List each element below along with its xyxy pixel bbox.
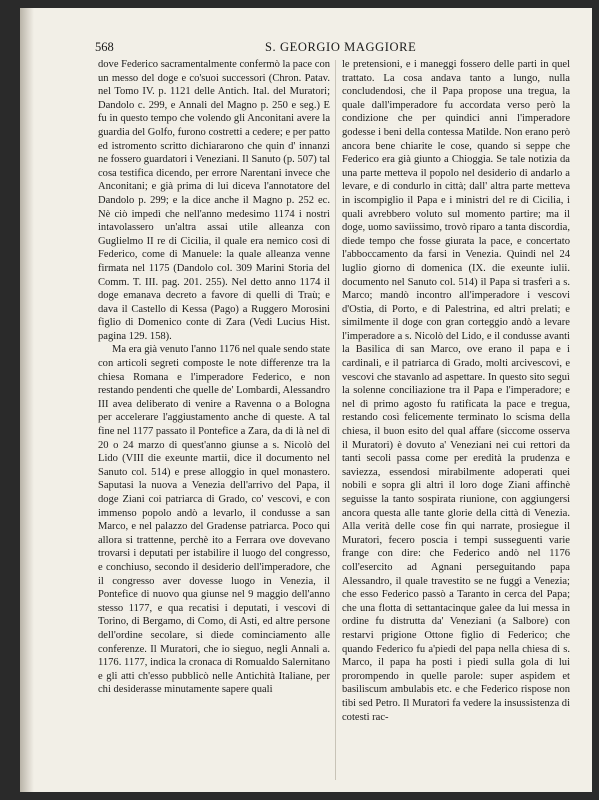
page-gutter-shadow: [20, 8, 34, 792]
left-paragraph-1: dove Federico sacramentalmente confermò la pace con un messo del doge e co'suoi successori (Chron. Patav. nel Tomo IV. p. 1121 delle Antich. Ital. del Muratori; Dandolo c. 299, e Annali del Magno p. 250 e seg.) E fu in questo tempo che volendo gli Anconitani avere la guardia del Golfo, furono costretti a cedere; e per patto ed istromento scritto dichiararono che quin d' innanzi ne fossero guardatori i Veneziani. Il Sanuto (p. 507) tal cosa testifica dicendo, per errore Narentani invece che Anconitani; e già prima di lui diceva l'annotatore del Dandolo p. 299; e la dice anche il Magno p. 252 ec. Nè ciò impedì che nell'anno medesimo 1174 i nostri intavolassero un'altra assai utile alleanza con Guglielmo II re di Cicilia, il quale era nemico così di Federico, come di Manuele: la quale alleanza venne firmata nel 1175 (Dandolo col. 309 Marini Storia del Comm. T. III. pag. 201. 255). Nel detto anno 1174 il doge emanava decreto a favore di quelli di Traù; e dava il Castello di Kessa (Pago) a Ruggero Morosini figlio di Domenico conte di Zara (Vedi Lucius Hist. pagina 129. 158).: [98, 59, 330, 342]
running-title: S. GEORGIO MAGGIORE: [265, 40, 417, 54]
left-column: [98, 58, 330, 786]
right-column: [342, 58, 570, 786]
column-divider: [335, 60, 336, 780]
page-number: 568: [95, 40, 114, 54]
running-header: [95, 40, 565, 56]
right-paragraph-1: le pretensioni, e i maneggi fossero delle parti in quel trattato. La cosa andava tanto a lungo, nulla concludendosi, che il Papa propose una tregua, la quale dall'imperadore fu accordata verso però la condizione che per quindici anni l'imperadore godesse i beni della contessa Matilde. Non erano però ancora bene chiarite le cose, quando si seppe che Federico era già giunto a Chioggia. Se tale notizia da una parte metteva il popolo nel desiderio di andarlo a levare, e di condurlo in città; dall' altra parte metteva in iscompiglio il Papa e i ministri del re di Cicilia, i quali avrebbero voluto sul momento partire; ma il doge, uomo saviissimo, trovò riparo a tanta discordia, diede tempo che fosse giurata la pace, e concertato l'abboccamento da farsi in Venezia. Quindi nel 24 luglio giorno di domenica (IX. die exeunte iulii. documento nel Sanuto col. 514) il Papa si trasferì a s. Marco; mandò incontro all'imperadore i vescovi d'Ostia, di Porto, e di Palestrina, ed altri prelati; e similmente il doge con gran corteggio andò a levare l'imperadore a s. Nicolò del Lido, e il condusse avanti la Basilica di san Marco, ove erano il papa e i cardinali, e il patriarca di Grado, molti arcivescovi, e vescovi che stavanlo ad aspettare. In questo sito seguì la solenne conciliazione tra il Papa e l'imperadore; e nel dì primo agosto fu ratificata la pace e tregua, restando così felicemente terminato lo scisma della chiesa, il buon esito del qual affare (siccome osserva il Muratori) è dovuto a' Veneziani nei cui rettori da tanti secoli passa come per eredità la prudenza e saviezza, essendosi mirabilmente adoperati quei nobili e sopra gli altri il loro doge Ziani affinchè seguisse la tanto sospirata riunione, con aggiungersi ancora questa alle tante glorie della città di Venezia. Alla verità delle cose fin qui narrate, prosiegue il Muratori, fecero poscia i tempi susseguenti varie frange con dire: che Federico andò nel 1176 coll'esercito ad Agnani perseguitando papa Alessandro, il quale travestito se ne fuggì a Venezia; che esso Federico passò a Taranto in cerca del Papa; che una flotta di settantacinque galee da lui messa in ordine fu distrutta da' Veneziani (a Salbore) con restarvi prigione Ottone figlio di Federico; che quando Federico fu a'piedi del papa nella chiesa di s. Marco, il papa ha posti i piedi sulla gola di lui prorompendo in quelle parole: super aspidem et basiliscum ambulabis etc. e che Federico rispose non tibi sed Petro. Il Muratori fa vedere la insussistenza di cotesti rac-: [342, 59, 570, 723]
left-paragraph-2: Ma era già venuto l'anno 1176 nel quale sendo state con articoli segreti composte le note differenze tra la chiesa Romana e l'imperadore Federico, e non restando pendenti che quelle de' Lombardi, Alessandro III avea deliberato di venire a Ravenna o a Bologna per accelerare l'aggiustamento anche di queste. A tal fine nel 1177 passato il Pontefice a Zara, da di là nel dì 20 o 24 marzo di quest'anno giunse a s. Nicolò del Lido (VIII die exeunte martii, dice il documento nel Sanuto col. 514) e prese alloggio in quel monastero. Saputasi la nuova a Venezia dell'arrivo del Papa, il doge Ziani coi patriarca di Grado, co' vescovi, e con immenso popolo andò a levarlo, il condusse a san Marco, e nel palazzo del Gradense patriarca. Poco qui allora si trattenne, perchè ito a Ferrara ove dovevano trovarsi i deputati per istabilire il luogo del congresso, e conchiuso, secondo il desiderio dell'imperadore, che il congresso aver dovesse luogo in Venezia, il Pontefice di nuovo qua giunse nel 9 maggio dell'anno stesso 1177, e qua recatisi i deputati, i vescovi di Torino, di Bergamo, di Como, di Asti, ed altre persone dell'ordine secolare, si diede cominciamento alle conferenze. Il Muratori, che io sieguo, negli Annali a. 1176. 1177, indica la cronaca di Romualdo Salernitano e gli atti ch'esso pubblicò nelle Antichità Italiane, per chi desiderasse minutamente sapere quali: [98, 344, 330, 696]
